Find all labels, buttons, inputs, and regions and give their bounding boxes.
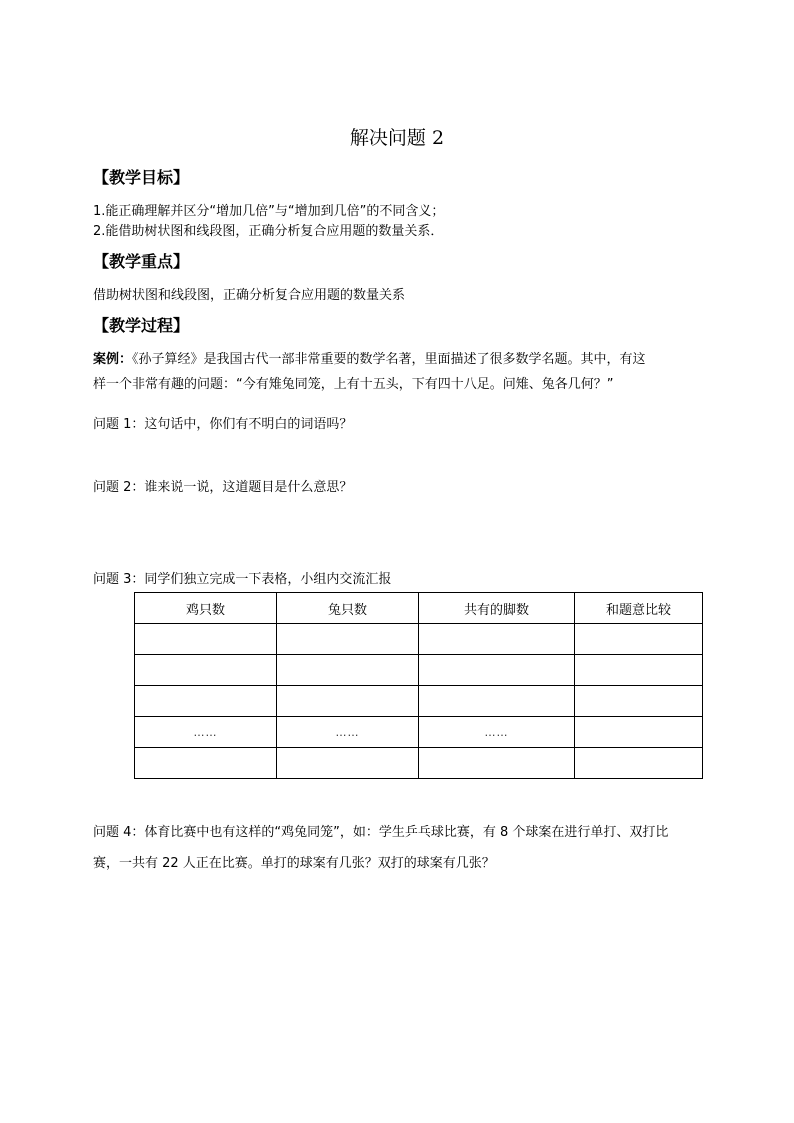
key-point-line: 借助树状图和线段图，正确分析复合应用题的数量关系: [93, 288, 406, 303]
table-header-row: [135, 593, 703, 624]
table-cell[interactable]: [419, 686, 575, 717]
table-header-cell: 共有的脚数: [419, 593, 575, 624]
case-line-2: 样一个非常有趣的问题：“今有雉兔同笼，上有十五头，下有四十八足。问雉、兔各几何？”: [93, 377, 614, 392]
table-cell-ellipsis[interactable]: ……: [277, 717, 419, 748]
section-heading-process: 【教学过程】: [93, 316, 190, 335]
table-row: [135, 748, 703, 779]
table-cell[interactable]: [419, 748, 575, 779]
case-label: 案例：: [93, 352, 133, 367]
page-title: 解决问题 2: [349, 127, 445, 149]
question-4: [93, 820, 723, 876]
question-4-line-2: 赛，一共有 22 人正在比赛。单打的球案有几张？双打的球案有几张？: [93, 856, 495, 871]
table-cell[interactable]: [575, 686, 703, 717]
table-cell[interactable]: [575, 624, 703, 655]
table-cell[interactable]: [135, 624, 277, 655]
table-cell[interactable]: [277, 624, 419, 655]
table-cell[interactable]: [419, 655, 575, 686]
case-line-1: [93, 347, 713, 372]
table-cell[interactable]: [575, 717, 703, 748]
goal-line-2: 2.能借助树状图和线段图，正确分析复合应用题的数量关系．: [93, 224, 444, 239]
case-paragraph: [93, 347, 713, 397]
table-header-cell: 兔只数: [277, 593, 419, 624]
table-cell[interactable]: [277, 655, 419, 686]
table-cell[interactable]: [575, 748, 703, 779]
table-cell-ellipsis[interactable]: ……: [135, 717, 277, 748]
table-cell[interactable]: [135, 655, 277, 686]
question-3: 问题 3：同学们独立完成一下表格，小组内交流汇报: [93, 572, 392, 587]
section-heading-goals: 【教学目标】: [93, 168, 190, 187]
table-cell[interactable]: [277, 748, 419, 779]
table-cell[interactable]: [575, 655, 703, 686]
section-heading-key: 【教学重点】: [93, 252, 190, 271]
case-text-1: 《孙子算经》是我国古代一部非常重要的数学名著，里面描述了很多数学名题。其中，有这: [132, 352, 646, 367]
table-header-cell: 鸡只数: [135, 593, 277, 624]
question-4-line-1: 问题 4：体育比赛中也有这样的“鸡兔同笼”，如：学生乒乓球比赛，有 8 个球案在进行单打、双打比: [93, 825, 669, 840]
table-cell[interactable]: [135, 686, 277, 717]
question-1: 问题 1：这句话中，你们有不明白的词语吗？: [93, 417, 353, 432]
table-cell[interactable]: [419, 624, 575, 655]
table-header-cell: 和题意比较: [575, 593, 703, 624]
table-row: [135, 686, 703, 717]
chicken-rabbit-table: [134, 592, 703, 779]
table-row: [135, 655, 703, 686]
goal-line-1: 1.能正确理解并区分“增加几倍”与“增加到几倍”的不同含义；: [93, 204, 445, 219]
table-cell[interactable]: [135, 748, 277, 779]
table-row: [135, 624, 703, 655]
table-cell[interactable]: [277, 686, 419, 717]
table-cell-ellipsis[interactable]: ……: [419, 717, 575, 748]
table-row: [135, 717, 703, 748]
question-2: 问题 2：谁来说一说，这道题目是什么意思？: [93, 480, 353, 495]
